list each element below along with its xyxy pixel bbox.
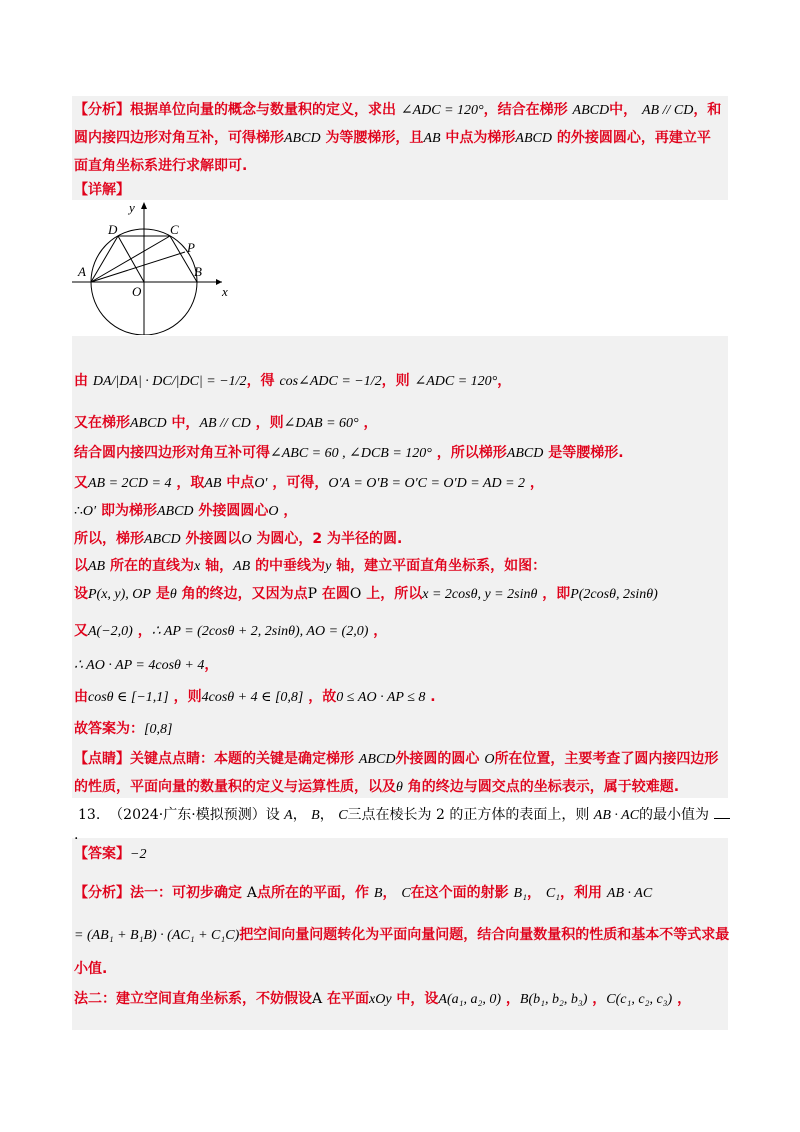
label-b: B — [194, 264, 202, 279]
step-5: ∴O′ 即为梯形ABCD 外接圆圆心O ， — [74, 503, 298, 519]
y-axis-arrow — [141, 202, 147, 209]
label-a: A — [78, 264, 86, 279]
detail-band — [72, 180, 728, 200]
label-y: y — [129, 200, 135, 215]
label-o: O — [132, 284, 142, 299]
analysis2-line-3: 小值. — [74, 961, 108, 977]
label-d: D — [108, 222, 118, 237]
coordinate-figure — [72, 200, 232, 335]
step-7: 以AB 所在的直线为x 轴，AB 的中垂线为y 轴，建立平面直角坐标系，如图： — [74, 558, 547, 574]
segment-ap — [91, 252, 185, 282]
label-c: C — [170, 222, 179, 237]
step-12: 故答案为：[0,8] — [74, 721, 173, 737]
analysis-line-1: 【分析】根据单位向量的概念与数量积的定义，求出 ∠ADC = 120°，结合在梯形 ABCD中， AB // CD，和 — [74, 102, 722, 118]
step-11: 由cosθ ∈ [−1,1] ，则4cosθ + 4 ∈ [0,8] ，故0 ≤ AO · AP ≤ 8 . — [74, 689, 436, 705]
step-1: 由 DA/|DA| · DC/|DC| = −1/2，得 cos∠ADC = −1/2，则 ∠ADC = 120°， — [74, 373, 512, 389]
step-9: 又A(−2,0) ，∴ AP = (2cosθ + 2, 2sinθ), AO = (2,0) ， — [74, 623, 388, 639]
detail-tag: 【详解】 — [74, 182, 130, 198]
question-13: 13. （2024·广东·模拟预测）设 A， B， C三点在棱长为 2 的正方体的表面上，则 AB · AC的最小值为 — [78, 806, 730, 825]
step-10: ∴ AO · AP = 4cosθ + 4， — [74, 657, 219, 673]
step-6: 所以，梯形ABCD 外接圆以O 为圆心，2 为半径的圆. — [74, 531, 403, 547]
analysis-line-2: 圆内接四边形对角互补，可得梯形ABCD 为等腰梯形，且AB 中点为梯形ABCD 的外接圆圆心，再建立平 — [74, 130, 711, 146]
comment-line-2: 的性质，平面向量的数量积的定义与运算性质，以及θ 角的终边与圆交点的坐标表示，属于较难题. — [74, 779, 680, 795]
analysis2-line-4: 法二：建立空间直角坐标系，不妨假设A 在平面xOy 中，设A(a₁, a₂, 0) ，B(b₁, b₂, b₃) ，C(c₁, c₂, c₃) ， — [74, 991, 692, 1007]
answer-blank — [714, 806, 730, 819]
segment-do — [118, 236, 144, 282]
step-2: 又在梯形ABCD 中，AB // CD ，则∠DAB = 60° ， — [74, 415, 378, 431]
question-13-dot: . — [74, 827, 79, 843]
comment-line-1: 【点睛】关键点点睛：本题的关键是确定梯形 ABCD外接圆的圆心 O所在位置，主要考查了圆内接四边形 — [74, 751, 719, 767]
label-x: x — [222, 284, 228, 299]
step-3: 结合圆内接四边形对角互补可得∠ABC = 60 , ∠DCB = 120° ，所以梯形ABCD 是等腰梯形. — [74, 445, 624, 461]
analysis-line-3: 面直角坐标系进行求解即可. — [74, 158, 248, 174]
analysis2-line-1: 【分析】法一：可初步确定 A点所在的平面，作 B， C在这个面的射影 B₁， C₁，利用 AB · AC — [74, 885, 653, 901]
label-p: P — [187, 240, 195, 255]
step-4: 又AB = 2CD = 4 ，取AB 中点O′ ，可得，O′A = O′B = O′C = O′D = AD = 2 ， — [74, 475, 544, 491]
step-8: 设P(x, y), OP 是θ 角的终边，又因为点P 在圆O 上，所以x = 2cosθ, y = 2sinθ ，即P(2cosθ, 2sinθ) — [74, 586, 658, 602]
answer-line: 【答案】−2 — [74, 846, 147, 862]
analysis2-line-2: = (AB₁ + B₁B) · (AC₁ + C₁C)把空间向量问题转化为平面向量问题，结合向量数量积的性质和基本不等式求最 — [74, 927, 730, 943]
